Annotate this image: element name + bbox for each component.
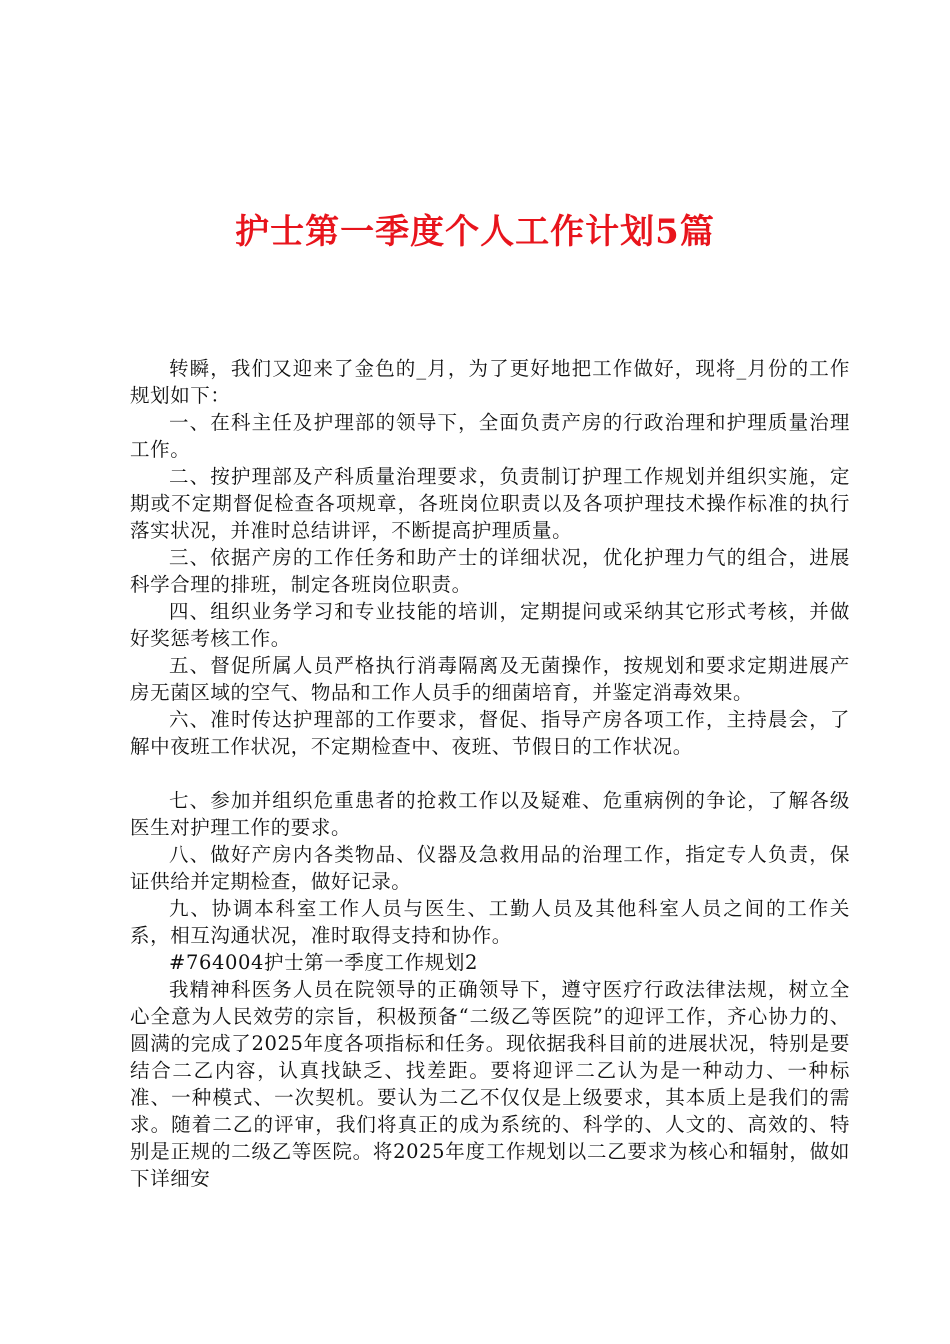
paragraph-item-7: 七、参加并组织危重患者的抢救工作以及疑难、危重病例的争论，了解各级医生对护理工作的要求。 (130, 789, 850, 839)
paragraph-item-1: 一、在科主任及护理部的领导下，全面负责产房的行政治理和护理质量治理工作。 (130, 411, 850, 461)
paragraph-item-2: 二、按护理部及产科质量治理要求，负责制订护理工作规划并组织实施，定期或不定期督促检查各项规章，各班岗位职责以及各项护理技术操作标准的执行落实状况，并准时总结讲评，不断提高护理质量。 (130, 465, 850, 542)
paragraph-intro: 转瞬，我们又迎来了金色的_月，为了更好地把工作做好，现将_月份的工作规划如下： (130, 357, 850, 407)
paragraph-item-9: 九、协调本科室工作人员与医生、工勤人员及其他科室人员之间的工作关系，相互沟通状况，准时取得支持和协作。 (130, 897, 850, 947)
paragraph-item-8: 八、做好产房内各类物品、仪器及急救用品的治理工作，指定专人负责，保证供给并定期检查，做好记录。 (130, 843, 850, 893)
paragraph-section-2-intro: 我精神科医务人员在院领导的正确领导下，遵守医疗行政法律法规，树立全心全意为人民效劳的宗旨，积极预备“二级乙等医院”的迎评工作，齐心协力的、圆满的完成了2025年度各项指标和任务。现依据我科目前的进展状况，特别是要结合二乙内容，认真找缺乏、找差距。要将迎评二乙认为是一种动力、一种标准、一种模式、一次契机。要认为二乙不仅仅是上级要求，其本质上是我们的需求。随着二乙的评审，我们将真正的成为系统的、科学的、人文的、高效的、特别是正规的二级乙等医院。将2025年度工作规划以二乙要求为核心和辐射，做如下详细安 (130, 978, 850, 1190)
paragraph-item-5: 五、督促所属人员严格执行消毒隔离及无菌操作，按规划和要求定期进展产房无菌区域的空气、物品和工作人员手的细菌培育，并鉴定消毒效果。 (130, 654, 850, 704)
paragraph-item-4: 四、组织业务学习和专业技能的培训，定期提问或采纳其它形式考核，并做好奖惩考核工作。 (130, 600, 850, 650)
section-heading-2: #764004护士第一季度工作规划2 (169, 951, 478, 974)
paragraph-item-6: 六、准时传达护理部的工作要求，督促、指导产房各项工作，主持晨会，了解中夜班工作状况，不定期检查中、夜班、节假日的工作状况。 (130, 708, 850, 758)
document-body (130, 355, 850, 1192)
paragraph-item-3: 三、依据产房的工作任务和助产士的详细状况，优化护理力气的组合，进展科学合理的排班，制定各班岗位职责。 (130, 546, 850, 596)
document-title: 护士第一季度个人工作计划5篇 (235, 212, 715, 252)
